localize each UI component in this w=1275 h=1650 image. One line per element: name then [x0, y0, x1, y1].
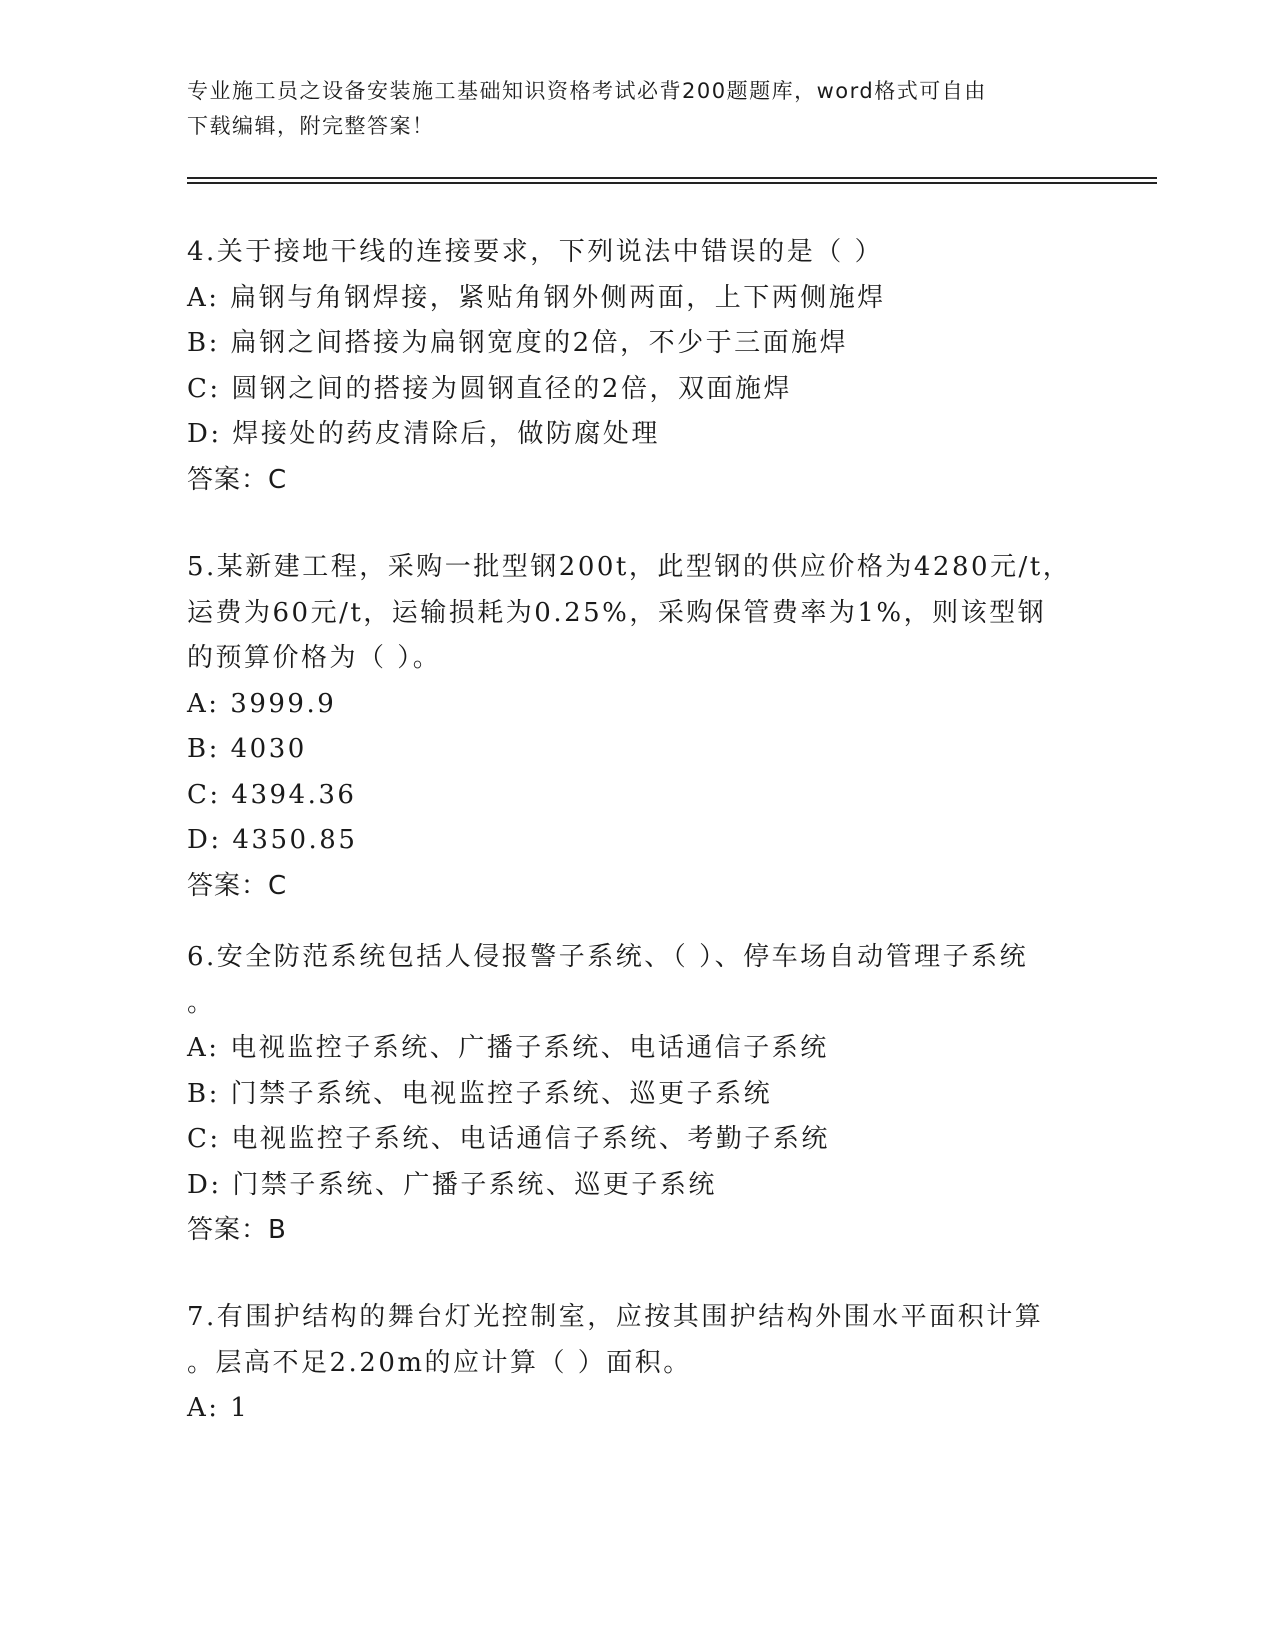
header-line-2: 下载编辑，附完整答案！: [187, 114, 435, 138]
answer-label: 答案：C: [187, 464, 288, 495]
question-stem: 4.关于接地干线的连接要求，下列说法中错误的是（ ）: [187, 237, 884, 267]
question-stem: 。层高不足2.20m的应计算（ ）面积。: [187, 1347, 692, 1378]
option-c: C: 圆钢之间的搭接为圆钢直径的2倍，双面施焊: [187, 373, 792, 404]
question-5: [187, 545, 1087, 909]
option-a: A: 电视监控子系统、广播子系统、电话通信子系统: [187, 1033, 829, 1063]
option-a: A: 1: [187, 1393, 250, 1423]
option-b: B: 4030: [187, 734, 307, 764]
answer-label: 答案：C: [187, 870, 288, 901]
question-7: [187, 1295, 1087, 1432]
header-line-1: 专业施工员之设备安装施工基础知识资格考试必背200题题库，word格式可自由: [187, 79, 987, 103]
question-stem: 6.安全防范系统包括人侵报警子系统、（ ）、停车场自动管理子系统: [187, 942, 1029, 972]
option-a: A: 3999.9: [187, 688, 337, 719]
question-stem: 7.有围护结构的舞台灯光控制室，应按其围护结构外围水平面积计算: [187, 1302, 1044, 1332]
question-6: [187, 935, 1087, 1254]
option-b: B: 门禁子系统、电视监控子系统、巡更子系统: [187, 1078, 773, 1109]
question-stem: 。: [187, 987, 216, 1018]
document-header: [187, 74, 1087, 144]
option-d: D: 门禁子系统、广播子系统、巡更子系统: [187, 1169, 717, 1200]
question-stem: 5.某新建工程，采购一批型钢200t，此型钢的供应价格为4280元/t，: [187, 552, 1072, 582]
answer-label: 答案：B: [187, 1215, 287, 1245]
question-4: [187, 230, 1087, 503]
question-stem: 的预算价格为（ ）。: [187, 643, 442, 673]
option-a: A: 扁钢与角钢焊接，紧贴角钢外侧两面，上下两侧施焊: [187, 282, 886, 313]
option-d: D: 4350.85: [187, 825, 358, 855]
option-d: D: 焊接处的药皮清除后，做防腐处理: [187, 419, 660, 449]
header-divider-top: [187, 177, 1157, 179]
question-stem: 运费为60元/t，运输损耗为0.25%，采购保管费率为1%，则该型钢: [187, 597, 1047, 628]
option-b: B: 扁钢之间搭接为扁钢宽度的2倍，不少于三面施焊: [187, 328, 849, 358]
option-c: C: 电视监控子系统、电话通信子系统、考勤子系统: [187, 1124, 830, 1154]
header-divider-bottom: [187, 182, 1157, 184]
option-c: C: 4394.36: [187, 779, 357, 810]
